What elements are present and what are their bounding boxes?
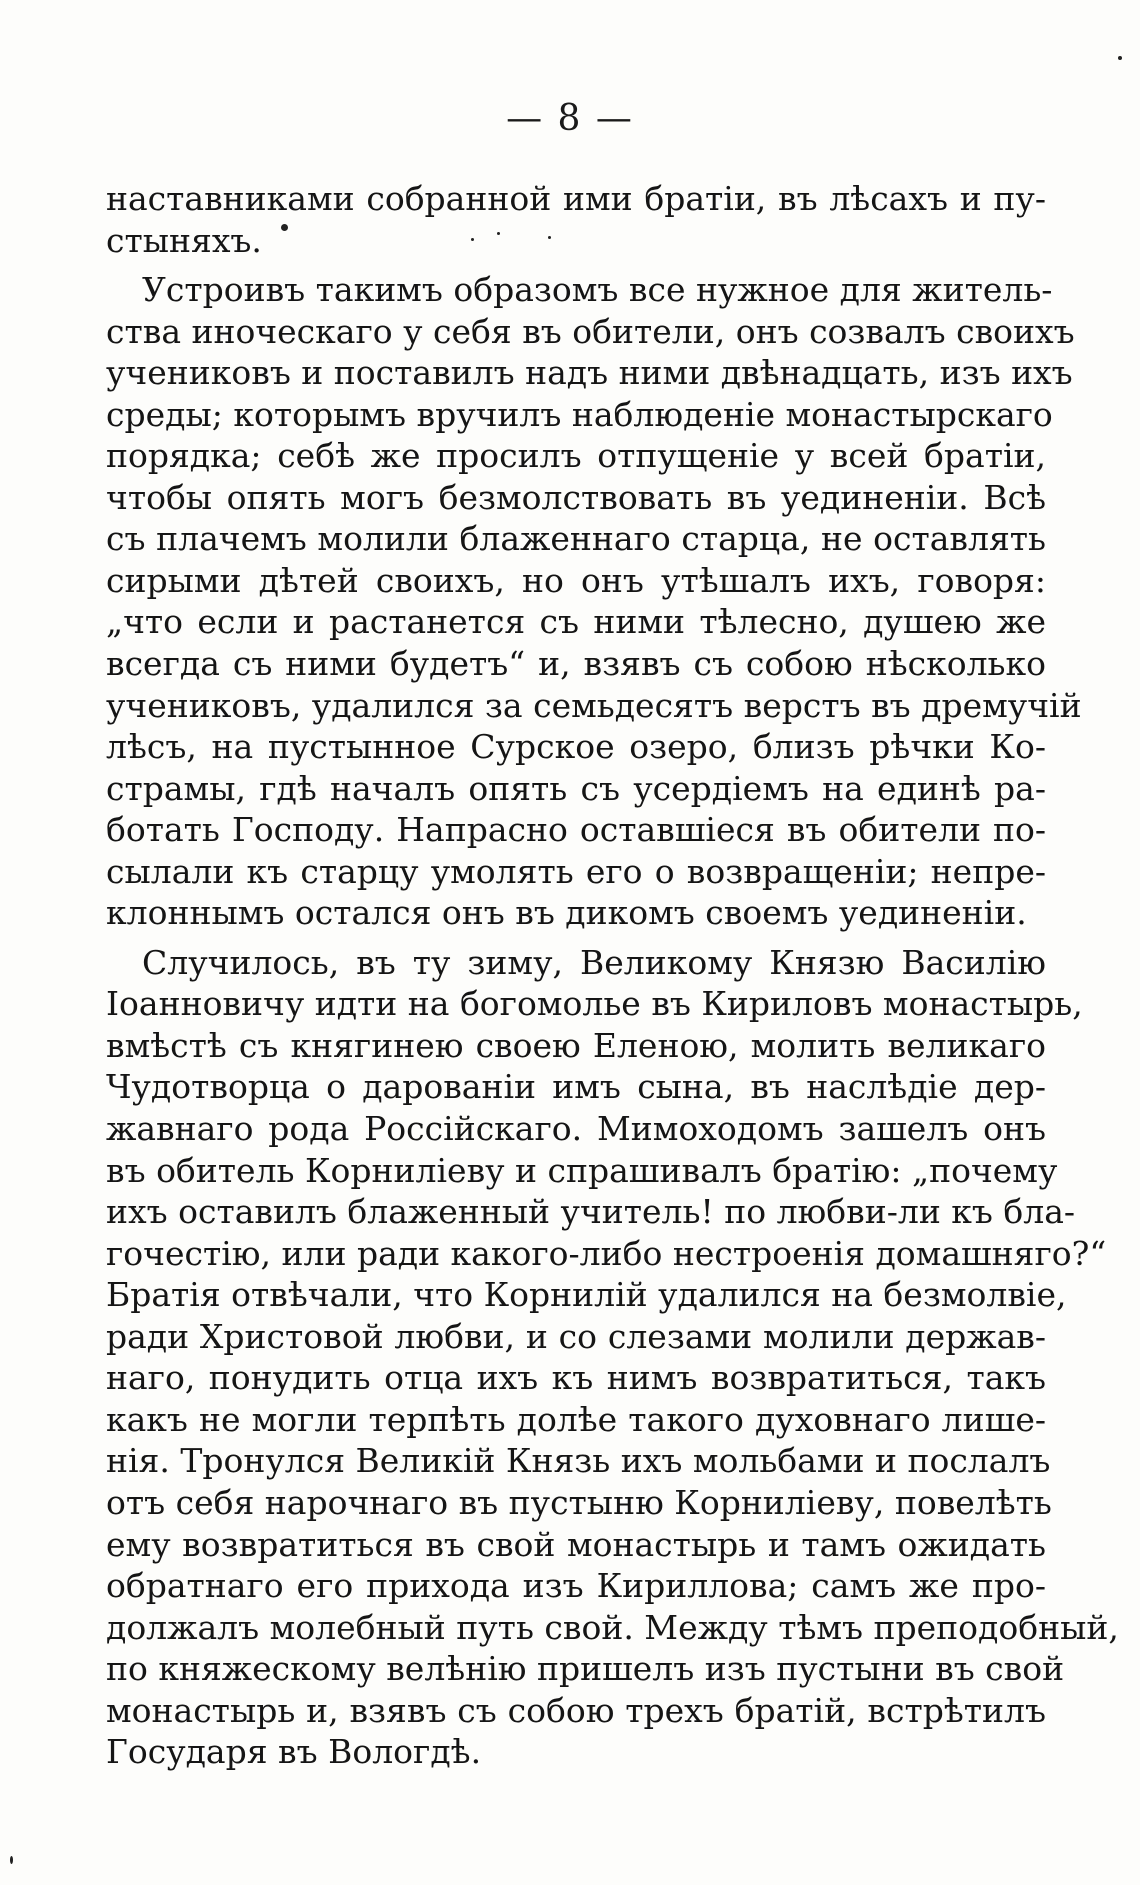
- text-line: обратнаго его прихода изъ Кириллова; самъ же про-: [106, 1566, 1046, 1606]
- text-line: клоннымъ остался онъ въ дикомъ своемъ уединеніи.: [106, 893, 1027, 933]
- text-line: какъ не могли терпѣть долѣе такого духовнаго лише-: [106, 1399, 1046, 1439]
- text-line: Случилось, въ ту зиму, Великому Князю Василію: [142, 942, 1046, 982]
- text-line: „что если и растанется съ ними тѣлесно, душею же: [106, 602, 1046, 642]
- text-line: Государя въ Вологдѣ.: [106, 1732, 482, 1772]
- text-line: въ обитель Корниліеву и спрашивалъ братію: „почему: [106, 1150, 1058, 1190]
- ink-speck: [1118, 56, 1122, 60]
- text-line: съ плачемъ молили блаженнаго старца, не оставлять: [106, 519, 1046, 559]
- text-line: стыняхъ.: [106, 220, 262, 260]
- text-line: чтобы опять могъ безмолствовать въ уединеніи. Всѣ: [106, 477, 1046, 517]
- text-line: ботать Господу. Напрасно оставшіеся въ обители по-: [106, 810, 1046, 850]
- text-line: ихъ оставилъ блаженный учитель! по любви-ли къ бла-: [106, 1192, 1076, 1232]
- text-line: вмѣстѣ съ княгинею своею Еленою, молить великаго: [106, 1025, 1046, 1065]
- text-line: монастырь и, взявъ съ собою трехъ братій, встрѣтилъ: [106, 1690, 1046, 1730]
- text-line: сылали къ старцу умолять его о возвращеніи; непре-: [106, 851, 1046, 891]
- page-number: — 8 —: [506, 98, 634, 139]
- text-line: страмы, гдѣ началъ опять съ усердіемъ на единѣ ра-: [106, 768, 1046, 808]
- ink-speck: [10, 1856, 13, 1864]
- text-line: гочестію, или ради какого-либо нестроенія домашняго?“: [106, 1233, 1107, 1273]
- text-line: отъ себя нарочнаго въ пустыню Корниліеву, повелѣть: [106, 1482, 1052, 1522]
- text-line: Братія отвѣчали, что Корнилій удалился на безмолвіе,: [106, 1275, 1067, 1315]
- text-line: учениковъ, удалился за семьдесятъ верстъ въ дремучій: [106, 685, 1082, 725]
- text-line: нія. Тронулся Великій Князь ихъ мольбами и послалъ: [106, 1441, 1051, 1481]
- text-line: Устроивъ такимъ образомъ все нужное для житель-: [142, 270, 1053, 310]
- text-line: жавнаго рода Россійскаго. Мимоходомъ зашелъ онъ: [106, 1109, 1046, 1149]
- ink-speck: [548, 236, 551, 239]
- text-line: наго, понудить отца ихъ къ нимъ возвратиться, такъ: [106, 1358, 1046, 1398]
- text-line: ства иноческаго у себя въ обители, онъ созвалъ своихъ: [106, 311, 1075, 351]
- text-line: ради Христовой любви, и со слезами молили держав-: [106, 1316, 1046, 1356]
- text-line: порядка; себѣ же просилъ отпущеніе у всей братіи,: [106, 436, 1046, 476]
- text-line: учениковъ и поставилъ надъ ними двѣнадцать, изъ ихъ: [106, 353, 1073, 393]
- text-line: по княжескому велѣнію пришелъ изъ пустыни въ свой: [106, 1649, 1065, 1689]
- text-line: ему возвратиться въ свой монастырь и тамъ ожидать: [106, 1524, 1046, 1564]
- text-line: Чудотворца о дарованіи имъ сына, въ наслѣдіе дер-: [106, 1067, 1046, 1107]
- ink-speck: [281, 224, 288, 231]
- text-line: сирыми дѣтей своихъ, но онъ утѣшалъ ихъ, говоря:: [106, 560, 1046, 600]
- ink-speck: [471, 238, 474, 241]
- text-line: среды; которымъ вручилъ наблюденіе монастырскаго: [106, 394, 1053, 434]
- text-line: наставниками собранной ими братіи, въ лѣсахъ и пу-: [106, 179, 1046, 218]
- ink-speck: [497, 232, 500, 235]
- text-line: Іоанновичу идти на богомолье въ Кириловъ монастырь,: [106, 984, 1083, 1024]
- text-line: должалъ молебный путь свой. Между тѣмъ преподобный,: [106, 1607, 1119, 1647]
- text-line: лѣсъ, на пустынное Сурское озеро, близъ рѣчки Ко-: [106, 727, 1046, 767]
- body-text: [106, 178, 1119, 1773]
- text-line: всегда съ ними будетъ“ и, взявъ съ собою нѣсколько: [106, 644, 1046, 684]
